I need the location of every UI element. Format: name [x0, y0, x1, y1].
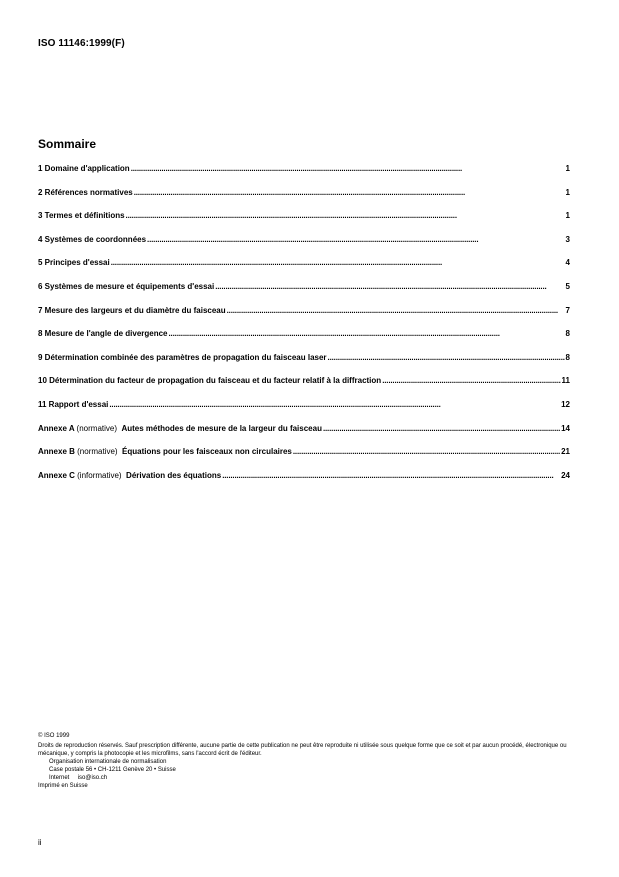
org-address: Case postale 56 • CH-1211 Genève 20 • Suisse [49, 767, 176, 773]
toc-entry-label: 6 Systèmes de mesure et équipements d'essai [38, 281, 215, 291]
toc-entry-label: 1 Domaine d'application [38, 164, 130, 173]
printed-in: Imprimé en Suisse [38, 783, 88, 789]
toc-entry[interactable] [38, 258, 570, 282]
toc-entry[interactable] [38, 306, 570, 330]
toc-leader-dots [215, 282, 564, 291]
toc-annex-entry[interactable] [38, 447, 570, 471]
table-of-contents [38, 164, 570, 494]
internet-label: Internet [49, 775, 70, 781]
toc-entry-page: 8 [565, 329, 570, 339]
toc-entry-page: 1 [565, 164, 570, 173]
toc-entry-label: 10 Détermination du facteur de propagation du faisceau et du facteur relatif à la diffraction [38, 376, 382, 386]
toc-entry[interactable] [38, 235, 570, 259]
annex-name: Annexe C [38, 470, 75, 480]
toc-entry[interactable] [38, 282, 570, 306]
toc-entry-label: 3 Termes et définitions [38, 211, 125, 221]
toc-entry-label: 11 Rapport d'essai [38, 399, 109, 409]
copyright-line: © ISO 1999 [38, 733, 70, 739]
toc-leader-dots [169, 329, 565, 338]
toc-entry-page: 8 [565, 352, 570, 362]
toc-title: Sommaire [38, 137, 97, 151]
toc-annex-entry[interactable] [38, 424, 570, 448]
toc-annex-label [38, 424, 322, 433]
toc-entry[interactable] [38, 353, 570, 377]
toc-leader-dots [293, 447, 560, 456]
toc-leader-dots [323, 424, 560, 433]
toc-entry-page: 12 [561, 399, 570, 409]
toc-entry-page: 7 [565, 305, 570, 315]
toc-entry[interactable] [38, 329, 570, 353]
toc-entry[interactable] [38, 211, 570, 235]
toc-entry-page: 11 [561, 376, 570, 386]
toc-entry[interactable] [38, 376, 570, 400]
toc-entry[interactable] [38, 400, 570, 424]
org-internet [38, 774, 578, 782]
org-name: Organisation internationale de normalisation [49, 759, 167, 765]
toc-annex-label [38, 471, 221, 480]
toc-entry[interactable] [38, 188, 570, 212]
rights-notice: Droits de reproduction réservés. Sauf prescription différente, aucune partie de cette publication ne peut être reproduite ni utilisée sous quelque forme que ce soit et par aucun procédé, électronique ou mécanique, y compris la photocopie et les microfilms, sans l'accord écrit de l'éditeur. [38, 743, 567, 757]
internet-email[interactable]: iso@iso.ch [77, 775, 108, 781]
toc-entry-label: 4 Systèmes de coordonnées [38, 234, 147, 244]
toc-entry-page: 24 [561, 470, 570, 480]
toc-entry-page: 3 [565, 234, 570, 244]
annex-status: (informative) [77, 470, 122, 480]
toc-leader-dots [111, 258, 565, 267]
toc-leader-dots [328, 353, 565, 362]
document-header: ISO 11146:1999(F) [38, 38, 125, 49]
toc-leader-dots [382, 376, 560, 385]
page-number: ii [38, 838, 42, 847]
toc-entry-label: 9 Détermination combinée des paramètres de propagation du faisceau laser [38, 352, 327, 362]
toc-leader-dots [126, 211, 565, 220]
toc-leader-dots [134, 188, 565, 197]
toc-annex-entry[interactable] [38, 471, 570, 495]
toc-leader-dots [109, 400, 560, 409]
toc-leader-dots [147, 235, 565, 244]
annex-name: Annexe B [38, 447, 75, 457]
toc-annex-label [38, 447, 292, 456]
toc-leader-dots [227, 306, 565, 315]
toc-leader-dots [222, 471, 560, 480]
toc-entry-page: 1 [565, 211, 570, 221]
toc-leader-dots [131, 164, 565, 173]
toc-entry-label: 8 Mesure de l'angle de divergence [38, 329, 168, 339]
toc-entry-label: 5 Principes d'essai [38, 258, 110, 268]
toc-entry-page: 5 [565, 281, 570, 291]
annex-title: Autes méthodes de mesure de la largeur du faisceau [121, 423, 322, 433]
annex-status: (normative) [77, 447, 118, 457]
annex-title: Dérivation des équations [126, 470, 222, 480]
copyright-footer [38, 732, 578, 790]
toc-entry-label: 7 Mesure des largeurs et du diamètre du faisceau [38, 305, 226, 315]
toc-entry-page: 4 [565, 258, 570, 268]
annex-name: Annexe A [38, 423, 75, 433]
annex-status: (normative) [76, 423, 117, 433]
annex-title: Équations pour les faisceaux non circulaires [122, 447, 292, 457]
toc-entry-page: 21 [561, 447, 570, 457]
toc-entry[interactable] [38, 164, 570, 188]
toc-entry-label: 2 Références normatives [38, 187, 133, 197]
toc-entry-page: 14 [561, 423, 570, 433]
toc-entry-page: 1 [565, 187, 570, 197]
